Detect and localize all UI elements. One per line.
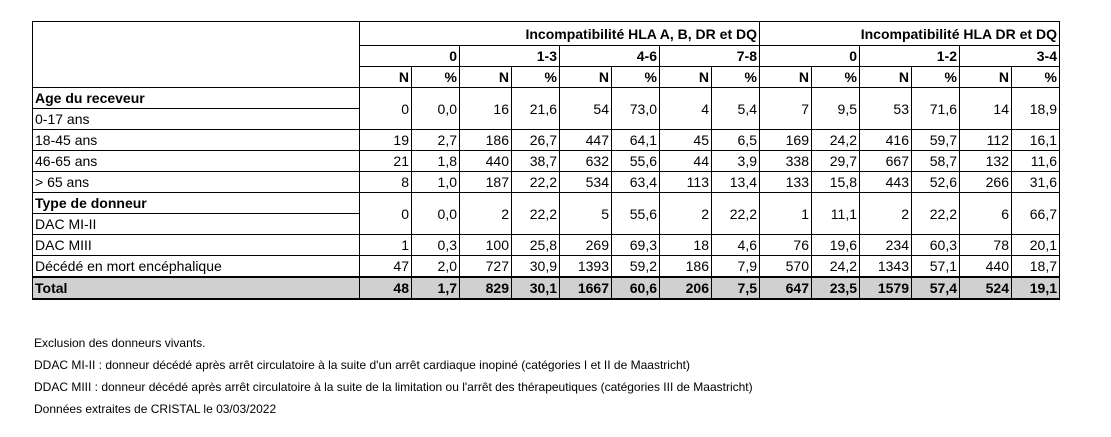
total-cell: 647 <box>760 277 812 299</box>
total-cell: 30,1 <box>512 277 560 299</box>
table-cell: 0,0 <box>412 193 460 235</box>
n-header: N <box>760 67 812 88</box>
table-cell: 45 <box>660 130 712 151</box>
table-cell: 18,7 <box>1012 256 1060 278</box>
section-title-row <box>33 193 1060 214</box>
table-cell: 1 <box>760 193 812 235</box>
table-cell: 5,4 <box>712 88 760 130</box>
table-cell: 78 <box>960 235 1012 256</box>
table-cell: 632 <box>560 151 612 172</box>
table-cell: 44 <box>660 151 712 172</box>
row-label: > 65 ans <box>33 172 360 193</box>
total-row <box>33 277 1060 299</box>
table-cell: 447 <box>560 130 612 151</box>
table-cell: 57,1 <box>912 256 960 278</box>
total-cell: 60,6 <box>612 277 660 299</box>
table-cell: 9,5 <box>812 88 860 130</box>
n-header: N <box>360 67 412 88</box>
table-cell: 22,2 <box>512 193 560 235</box>
row-label: 0-17 ans <box>33 109 360 130</box>
total-cell: 48 <box>360 277 412 299</box>
table-cell: 55,6 <box>612 193 660 235</box>
total-cell: 1667 <box>560 277 612 299</box>
table-cell: 29,7 <box>812 151 860 172</box>
table-cell: 16,1 <box>1012 130 1060 151</box>
table-cell: 47 <box>360 256 412 278</box>
table-row <box>33 130 1060 151</box>
footnote: DDAC MIII : donneur décédé après arrêt circulatoire à la suite de la limitation ou l'arrêt des thérapeutiques (catégories III de Maastricht) <box>34 380 753 394</box>
table-cell: 11,1 <box>812 193 860 235</box>
table-cell: 132 <box>960 151 1012 172</box>
table-cell: 11,6 <box>1012 151 1060 172</box>
total-cell: 57,4 <box>912 277 960 299</box>
table-cell: 0,0 <box>412 88 460 130</box>
table-cell: 7 <box>760 88 812 130</box>
table-cell: 1343 <box>860 256 912 278</box>
table-cell: 66,7 <box>1012 193 1060 235</box>
table-cell: 416 <box>860 130 912 151</box>
table-cell: 58,7 <box>912 151 960 172</box>
table-cell: 20,1 <box>1012 235 1060 256</box>
table-cell: 570 <box>760 256 812 278</box>
table-cell: 22,2 <box>712 193 760 235</box>
pct-header: % <box>812 67 860 88</box>
group1-header: Incompatibilité HLA A, B, DR et DQ <box>360 22 760 46</box>
table-cell: 113 <box>660 172 712 193</box>
table-cell: 0 <box>360 88 412 130</box>
table-cell: 21 <box>360 151 412 172</box>
range-header: 1-2 <box>860 46 960 67</box>
row-label: Décédé en mort encéphalique <box>33 256 360 278</box>
table-row <box>33 172 1060 193</box>
table-cell: 7,9 <box>712 256 760 278</box>
range-header: 0 <box>360 46 460 67</box>
table-cell: 5 <box>560 193 612 235</box>
table-cell: 1393 <box>560 256 612 278</box>
table-cell: 534 <box>560 172 612 193</box>
table-cell: 59,2 <box>612 256 660 278</box>
table-cell: 31,6 <box>1012 172 1060 193</box>
pct-header: % <box>412 67 460 88</box>
total-cell: 1,7 <box>412 277 460 299</box>
table-cell: 18 <box>660 235 712 256</box>
table-cell: 30,9 <box>512 256 560 278</box>
pct-header: % <box>512 67 560 88</box>
table-cell: 440 <box>960 256 1012 278</box>
table-cell: 52,6 <box>912 172 960 193</box>
n-header: N <box>960 67 1012 88</box>
table-cell: 440 <box>460 151 512 172</box>
row-label: DAC MI-II <box>33 214 360 235</box>
total-cell: 7,5 <box>712 277 760 299</box>
table-cell: 6 <box>960 193 1012 235</box>
table-cell: 338 <box>760 151 812 172</box>
footnotes <box>34 336 753 424</box>
table-cell: 54 <box>560 88 612 130</box>
footnote: Données extraites de CRISTAL le 03/03/2022 <box>34 402 277 416</box>
table-cell: 6,5 <box>712 130 760 151</box>
table-cell: 13,4 <box>712 172 760 193</box>
table-cell: 8 <box>360 172 412 193</box>
n-header: N <box>460 67 512 88</box>
range-header: 0 <box>760 46 860 67</box>
table-cell: 71,6 <box>912 88 960 130</box>
table-cell: 38,7 <box>512 151 560 172</box>
header-corner-cell <box>33 22 360 88</box>
table-cell: 169 <box>760 130 812 151</box>
table-cell: 100 <box>460 235 512 256</box>
section-title: Type de donneur <box>33 193 360 214</box>
group2-header: Incompatibilité HLA DR et DQ <box>760 22 1060 46</box>
table-cell: 186 <box>660 256 712 278</box>
table-cell: 60,3 <box>912 235 960 256</box>
table-cell: 22,2 <box>912 193 960 235</box>
table-cell: 76 <box>760 235 812 256</box>
n-header: N <box>860 67 912 88</box>
total-cell: 19,1 <box>1012 277 1060 299</box>
table-cell: 14 <box>960 88 1012 130</box>
table-cell: 22,2 <box>512 172 560 193</box>
table-cell: 112 <box>960 130 1012 151</box>
table-cell: 1 <box>360 235 412 256</box>
table-cell: 2 <box>860 193 912 235</box>
table-cell: 21,6 <box>512 88 560 130</box>
table-cell: 133 <box>760 172 812 193</box>
table-cell: 266 <box>960 172 1012 193</box>
total-label: Total <box>33 277 360 299</box>
table-cell: 53 <box>860 88 912 130</box>
pct-header: % <box>712 67 760 88</box>
range-header: 7-8 <box>660 46 760 67</box>
table-cell: 443 <box>860 172 912 193</box>
table-cell: 234 <box>860 235 912 256</box>
table-cell: 2,7 <box>412 130 460 151</box>
table-cell: 2 <box>660 193 712 235</box>
table-cell: 2 <box>460 193 512 235</box>
pct-header: % <box>612 67 660 88</box>
table-cell: 1,0 <box>412 172 460 193</box>
table-row <box>33 256 1060 278</box>
table-cell: 73,0 <box>612 88 660 130</box>
table-cell: 24,2 <box>812 130 860 151</box>
section-title-row <box>33 88 1060 109</box>
total-cell: 1579 <box>860 277 912 299</box>
n-header: N <box>660 67 712 88</box>
total-cell: 23,5 <box>812 277 860 299</box>
pct-header: % <box>912 67 960 88</box>
table-cell: 0,3 <box>412 235 460 256</box>
footnote: DDAC MI-II : donneur décédé après arrêt circulatoire à la suite d'un arrêt cardiaque inopiné (catégories I et II de Maastricht) <box>34 358 690 372</box>
total-cell: 829 <box>460 277 512 299</box>
table-cell: 727 <box>460 256 512 278</box>
row-label: 46-65 ans <box>33 151 360 172</box>
table-cell: 18,9 <box>1012 88 1060 130</box>
range-header: 1-3 <box>460 46 560 67</box>
table-cell: 16 <box>460 88 512 130</box>
table-row <box>33 151 1060 172</box>
table-cell: 269 <box>560 235 612 256</box>
table-cell: 187 <box>460 172 512 193</box>
row-label: DAC MIII <box>33 235 360 256</box>
table-cell: 4 <box>660 88 712 130</box>
table-cell: 26,7 <box>512 130 560 151</box>
table-cell: 24,2 <box>812 256 860 278</box>
section-title: Age du receveur <box>33 88 360 109</box>
header-row-groups <box>33 22 1060 46</box>
data-table <box>32 21 1060 300</box>
table-cell: 667 <box>860 151 912 172</box>
table-cell: 19 <box>360 130 412 151</box>
range-header: 4-6 <box>560 46 660 67</box>
table-row <box>33 235 1060 256</box>
table-cell: 3,9 <box>712 151 760 172</box>
table-cell: 69,3 <box>612 235 660 256</box>
table-cell: 15,8 <box>812 172 860 193</box>
table-cell: 59,7 <box>912 130 960 151</box>
table-cell: 64,1 <box>612 130 660 151</box>
n-header: N <box>560 67 612 88</box>
footnote: Exclusion des donneurs vivants. <box>34 336 206 350</box>
range-header: 3-4 <box>960 46 1060 67</box>
table-cell: 25,8 <box>512 235 560 256</box>
table-cell: 63,4 <box>612 172 660 193</box>
table-cell: 0 <box>360 193 412 235</box>
total-cell: 206 <box>660 277 712 299</box>
row-label: 18-45 ans <box>33 130 360 151</box>
table-cell: 4,6 <box>712 235 760 256</box>
table-cell: 2,0 <box>412 256 460 278</box>
total-cell: 524 <box>960 277 1012 299</box>
pct-header: % <box>1012 67 1060 88</box>
table-cell: 1,8 <box>412 151 460 172</box>
table-cell: 186 <box>460 130 512 151</box>
table-cell: 55,6 <box>612 151 660 172</box>
table-cell: 19,6 <box>812 235 860 256</box>
